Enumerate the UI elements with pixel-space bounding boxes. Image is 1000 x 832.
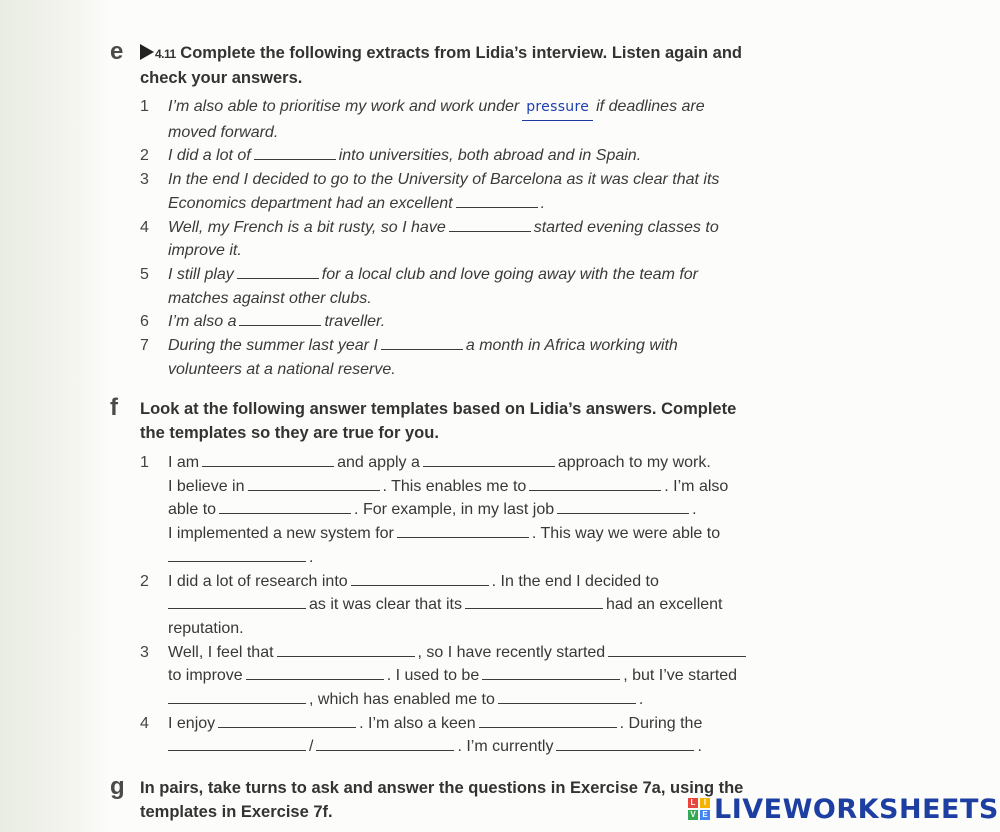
watermark-text: LIVEWORKSHEETS	[714, 793, 999, 825]
answer-blank[interactable]	[248, 476, 380, 491]
answer-blank[interactable]	[254, 145, 336, 160]
answer-blank[interactable]	[529, 476, 661, 491]
answer-blank[interactable]	[219, 499, 351, 514]
answer-blank[interactable]	[608, 642, 746, 657]
list-item: 4 Well, my French is a bit rusty, so I have started evening classes to improve it.	[140, 218, 719, 260]
logo-tile: E	[700, 810, 710, 820]
list-item: 1 I’m also able to prioritise my work and work under pressure if deadlines are moved forward.	[140, 98, 705, 141]
answer-blank[interactable]	[168, 594, 306, 609]
liveworksheets-logo-icon	[688, 798, 710, 820]
list-item: 2 I did a lot of research into . In the end I decided to as it was clear that its had an excellent reputation.	[140, 572, 723, 637]
answer-blank[interactable]	[465, 594, 603, 609]
answer-blank[interactable]	[277, 642, 415, 657]
answer-blank[interactable]	[423, 452, 555, 467]
list-item: 1 I am and apply a approach to my work. I believe in . This enables me to . I’m also able to . For example, in my last job . I implemented a new system for . This way we were able to .	[140, 454, 729, 566]
answer-blank[interactable]	[498, 689, 636, 704]
answer-blank[interactable]	[168, 547, 306, 562]
audio-play-icon[interactable]	[140, 44, 154, 60]
answer-blank[interactable]	[237, 264, 319, 279]
exercise-letter: e	[110, 38, 124, 65]
list-item: 6 I’m also a traveller.	[140, 313, 386, 331]
list-item: 3 Well, I feel that , so I have recently started to improve . I used to be , but I’ve started , which has enabled me to .	[140, 641, 830, 712]
answer-blank[interactable]	[479, 713, 617, 728]
answer-blank[interactable]	[218, 713, 356, 728]
audio-track-number: 4.11	[155, 47, 176, 61]
list-item: 7 During the summer last year I a month in Africa working with volunteers at a national reserve.	[140, 337, 678, 378]
logo-tile: L	[688, 798, 698, 808]
answer-blank[interactable]	[456, 193, 538, 208]
exercise-letter: g	[110, 773, 125, 800]
exercise-instruction: 4.11 Complete the following extracts from Lidia’s interview. Listen again and check your answers.	[140, 44, 743, 87]
answer-field-filled[interactable]: pressure	[522, 96, 593, 121]
answer-blank[interactable]	[239, 311, 321, 326]
answer-blank[interactable]	[397, 523, 529, 538]
answer-blank[interactable]	[168, 689, 306, 704]
logo-tile: I	[700, 798, 710, 808]
answer-blank[interactable]	[351, 571, 489, 586]
answer-blank[interactable]	[202, 452, 334, 467]
answer-blank[interactable]	[246, 665, 384, 680]
exercise-instruction: Look at the following answer templates based on Lidia’s answers. Complete the templates so they are true for you.	[140, 400, 737, 442]
list-item: 2 I did a lot of into universities, both abroad and in Spain.	[140, 147, 642, 165]
answer-blank[interactable]	[482, 665, 620, 680]
answer-blank[interactable]	[556, 736, 694, 751]
page-margin-shading	[0, 0, 110, 832]
exercise-instruction: In pairs, take turns to ask and answer the questions in Exercise 7a, using the templates in Exercise 7f.	[140, 779, 744, 821]
logo-tile: V	[688, 810, 698, 820]
answer-blank[interactable]	[557, 499, 689, 514]
answer-blank[interactable]	[381, 335, 463, 350]
answer-blank[interactable]	[449, 217, 531, 232]
list-item: 4 I enjoy . I’m also a keen . During the / . I’m currently .	[140, 714, 703, 756]
answer-blank[interactable]	[316, 736, 454, 751]
exercise-letter: f	[110, 394, 118, 421]
liveworksheets-watermark[interactable]	[688, 792, 999, 826]
list-item: 3 In the end I decided to go to the University of Barcelona as it was clear that its Economics department had an excellent .	[140, 171, 720, 212]
list-item: 5 I still play for a local club and love going away with the team for matches against other clubs.	[140, 265, 699, 307]
answer-blank[interactable]	[168, 736, 306, 751]
